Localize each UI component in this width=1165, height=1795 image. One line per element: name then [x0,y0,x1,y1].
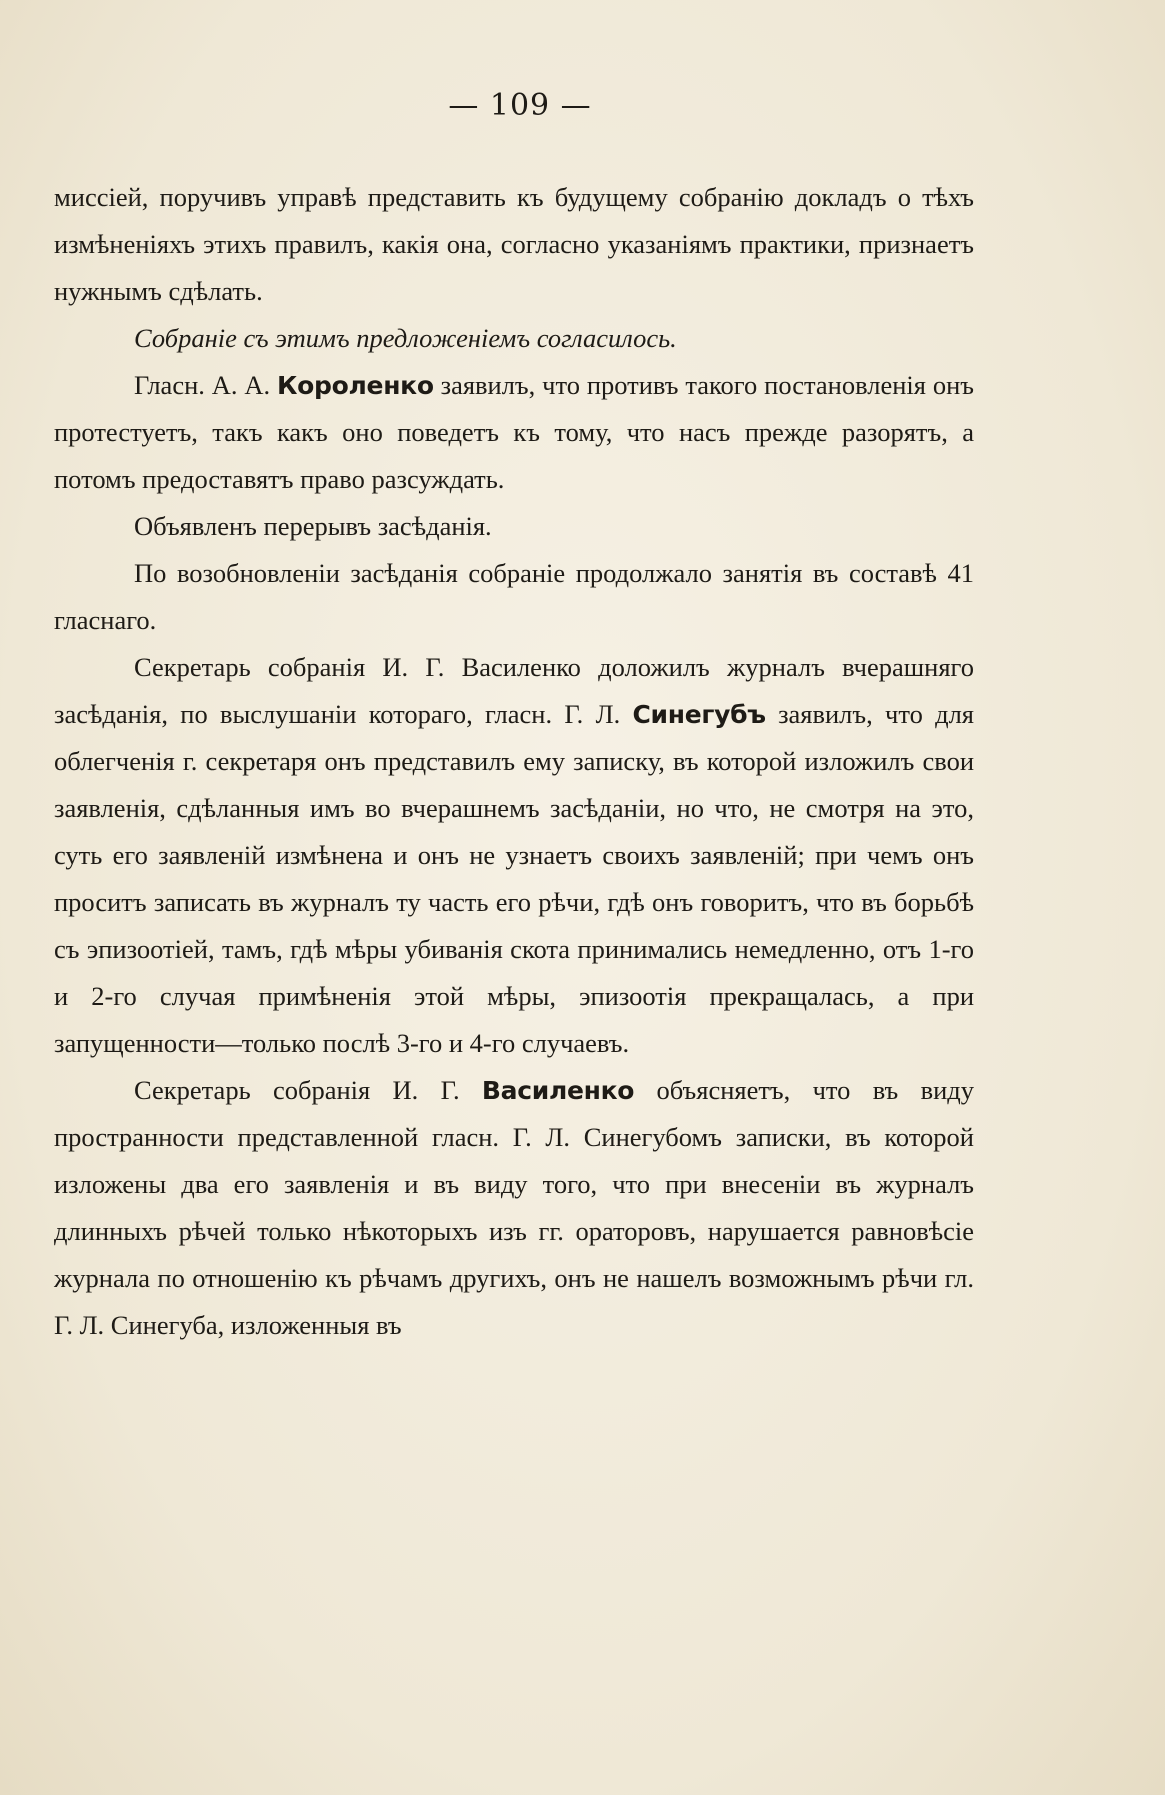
paragraph-text: заявилъ, что для облегченія г. секретаря онъ представилъ ему записку, въ которой изложилъ свои заявленія, сдѣланныя имъ во вчерашнемъ засѣданіи, но что, не смотря на это, суть его заявленій измѣнена и онъ не узнаетъ своихъ заявленій; при чемъ онъ проситъ записать въ журналъ ту часть его рѣчи, гдѣ онъ говоритъ, что въ борьбѣ съ эпизоотіей, тамъ, гдѣ мѣры убиванія скота принимались немедленно, отъ 1-го и 2-го случая примѣненія этой мѣры, эпизоотія прекращалась, а при запущенности—только послѣ 3-го и 4-го случаевъ. [54,699,974,1058]
paragraph [54,362,974,503]
paragraph [54,174,974,315]
bold-surname: Короленко [277,371,434,400]
page-number: — 109 — [448,88,592,123]
paragraph-text: миссіей, поручивъ управѣ представить къ будущему собранію докладъ о тѣхъ измѣненіяхъ этихъ правилъ, какія она, согласно указаніямъ практики, признаетъ нужнымъ сдѣлать. [54,182,974,306]
paragraph [54,315,974,362]
bold-surname: Василенко [481,1076,635,1105]
paragraph-text: По возобновленіи засѣданія собраніе продолжало занятія въ составѣ 41 гласнаго. [54,558,974,635]
paragraph [54,644,974,1067]
paragraph [54,503,974,550]
paragraph-text: Объявленъ перерывъ засѣданія. [134,511,492,541]
paragraph [54,1067,974,1349]
paragraph-text: объясняетъ, что въ виду пространности представленной гласн. Г. Л. Синегубомъ записки, въ которой изложены два его заявленія и въ виду того, что при внесеніи въ журналъ длинныхъ рѣчей только нѣкоторыхъ изъ гг. ораторовъ, нарушается равновѣсіе журнала по отношенію къ рѣчамъ другихъ, онъ не нашелъ возможнымъ рѣчи гл. Г. Л. Синегуба, изложенныя въ [54,1075,975,1340]
paragraph-text: заявилъ, что противъ такого постановленія онъ протестуетъ, такъ какъ оно поведетъ къ тому, что насъ прежде разорятъ, а потомъ предоставятъ право разсуждать. [54,370,974,494]
body-text [54,174,974,1349]
bold-surname: Синегубъ [632,700,766,729]
paragraph-text: Гласн. А. А. [134,370,278,400]
italic-resolution-text: Собраніе съ этимъ предложеніемъ согласилось. [134,323,677,353]
paragraph-text: Секретарь собранія И. Г. Василенко доложилъ журналъ вчерашняго засѣданія, по выслушаніи котораго, гласн. Г. Л. [54,652,974,729]
paragraph-text: Секретарь собранія И. Г. [134,1075,482,1105]
paragraph [54,550,974,644]
